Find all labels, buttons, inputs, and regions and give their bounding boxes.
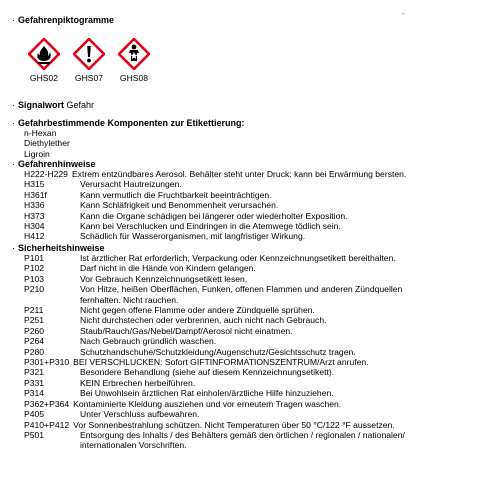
precaution-row [24, 326, 492, 336]
hazard-text: Kann die Organe schädigen bei längerer oder wiederholter Exposition. [80, 210, 348, 221]
signal-word-value: Gefahr [66, 100, 95, 110]
precaution-text: BEI VERSCHLUCKEN: Sofort GIFTINFORMATIONSZENTRUM/Arzt anrufen. [73, 357, 369, 368]
precaution-row [24, 284, 492, 294]
precaution-text: Entsorgung des Inhalts / des Behälters gemäß den örtlichen / regionalen / nationalen/ [80, 429, 405, 440]
components-list [24, 128, 70, 159]
precaution-row [24, 420, 492, 430]
precaution-row [24, 336, 492, 346]
precaution-text: Nicht durchstechen oder verbrennen, auch nicht nach Gebrauch. [80, 315, 327, 326]
precaution-row [24, 430, 492, 440]
precaution-code: P103 [24, 273, 45, 284]
hazard-text: Kann vermutlich die Fruchtbarkeit beeinträchtigen. [80, 189, 272, 200]
precaution-text: Darf nicht in die Hände von Kindern gelangen. [80, 263, 256, 274]
precaution-text: Unter Verschluss aufbewahren. [80, 409, 200, 420]
precaution-text: Vor Gebrauch Kennzeichnungsetikett lesen. [80, 273, 248, 284]
precaution-code: P331 [24, 377, 45, 388]
picto-label-ghs07: GHS07 [74, 73, 104, 83]
hazard-code: H412 [24, 231, 45, 242]
precaution-code: P314 [24, 388, 45, 399]
precaution-text: Nicht gegen offene Flamme oder andere Zündquelle sprühen. [80, 305, 315, 316]
hazard-code: H222-H229 [24, 169, 68, 179]
precaution-text: Besondere Behandlung (siehe auf diesem Kennzeichnungsetikett). [80, 367, 335, 378]
precaution-code: P410+P412 [24, 419, 70, 430]
precaution-code: P362+P364 [24, 398, 70, 409]
precaution-row [24, 274, 492, 284]
precaution-text: Vor Sonnenbestrahlung schützen. Nicht Temperaturen über 50 °C/122 °F aussetzen. [73, 419, 395, 430]
precaution-row [24, 357, 492, 367]
precautionary-statements-heading: · Sicherheitshinweise [18, 243, 105, 253]
hazard-statements-list [24, 169, 492, 242]
picto-label-ghs08: GHS08 [119, 73, 149, 83]
hazard-row [24, 169, 492, 179]
precaution-code: P101 [24, 253, 45, 263]
precaution-row [24, 388, 492, 398]
hazard-row [24, 190, 492, 200]
precaution-code: P211 [24, 305, 44, 316]
precaution-row [24, 263, 492, 273]
flame-icon [28, 38, 60, 70]
precaution-code: P210 [24, 284, 45, 295]
component-item: Ligroin [24, 148, 50, 159]
precaution-row [24, 253, 492, 263]
precaution-text: Von Hitze, heißen Oberflächen, Funken, offenen Flammen und anderen Zündquellen [80, 284, 403, 295]
hazard-code: H373 [24, 210, 45, 221]
hazard-text: Schädlich für Wasserorganismen, mit langfristiger Wirkung. [80, 231, 306, 242]
precaution-code: P260 [24, 325, 45, 336]
precaution-text: Ist ärztlicher Rat erforderlich, Verpackung oder Kennzeichnungsetikett bereithalten. [80, 253, 396, 263]
hazard-code: H336 [24, 200, 45, 211]
hazard-code: H361f [24, 189, 47, 200]
precautionary-statements-list [24, 253, 492, 451]
precaution-row [24, 315, 492, 325]
hazard-row [24, 231, 492, 241]
hazard-statements-heading: · Gefahrenhinweise [18, 159, 96, 169]
hazard-row [24, 179, 492, 189]
hazard-row [24, 200, 492, 210]
exclamation-icon [73, 38, 105, 70]
health-hazard-icon [118, 38, 150, 70]
precaution-text: Bei Unwohlsein ärztlichen Rat einholen/ärztliche Hilfe hinzuziehen. [80, 388, 334, 399]
components-heading: · Gefahrbestimmende Komponenten zur Etikettierung: [18, 118, 245, 128]
precaution-text: Nach Gebrauch gründlich waschen. [80, 336, 217, 347]
hazard-text: Kann bei Verschlucken und Eindringen in die Atemwege tödlich sein. [80, 221, 341, 232]
precaution-code: P501 [24, 429, 45, 440]
precaution-row [24, 347, 492, 357]
pictograms-heading: · Gefahrenpiktogramme [18, 15, 114, 25]
hazard-text: Extrem entzündbares Aerosol. Behälter steht unter Druck: kann bei Erwärmung bersten. [71, 169, 407, 179]
hazard-row [24, 211, 492, 221]
precaution-code: P405 [24, 409, 45, 420]
precaution-code: P251 [24, 315, 45, 326]
pictogram-row [24, 38, 154, 84]
signal-word-label: Signalwort [18, 100, 65, 110]
component-item: n-Hexan [24, 128, 57, 138]
precaution-code: P280 [24, 346, 45, 357]
precaution-code: P264 [24, 336, 45, 347]
precaution-code: P321 [24, 367, 45, 378]
precaution-text: Kontaminierte Kleidung ausziehen und vor erneutem Tragen waschen. [73, 398, 342, 409]
hazard-code: H315 [24, 179, 45, 190]
precaution-row [24, 399, 492, 409]
precaution-row [24, 378, 492, 388]
precaution-text: KEIN Erbrechen herbeiführen. [80, 377, 196, 388]
hazard-code: H304 [24, 221, 45, 232]
precaution-text: Staub/Rauch/Gas/Nebel/Dampf/Aerosol nicht einatmen. [80, 325, 293, 336]
component-item: Diethylether [24, 138, 70, 149]
precaution-continuation: fernhalten. Nicht rauchen. [80, 294, 179, 305]
hazard-row [24, 221, 492, 231]
precaution-row [24, 367, 492, 377]
precaution-continuation: internationalen Vorschriften. [80, 440, 187, 451]
precaution-row [24, 305, 492, 315]
top-right-mark: - [402, 9, 405, 18]
precaution-code: P102 [24, 263, 45, 274]
precaution-text: Schutzhandschuhe/Schutzkleidung/Augenschutz/Gesichtsschutz tragen. [80, 346, 356, 357]
hazard-text: Kann Schläfrigkeit und Benommenheit verursachen. [80, 200, 279, 211]
precaution-row [24, 409, 492, 419]
hazard-text: Verursacht Hautreizungen. [80, 179, 182, 190]
picto-label-ghs02: GHS02 [29, 73, 59, 83]
precaution-code: P301+P310 [24, 357, 70, 368]
signal-word [18, 100, 94, 110]
